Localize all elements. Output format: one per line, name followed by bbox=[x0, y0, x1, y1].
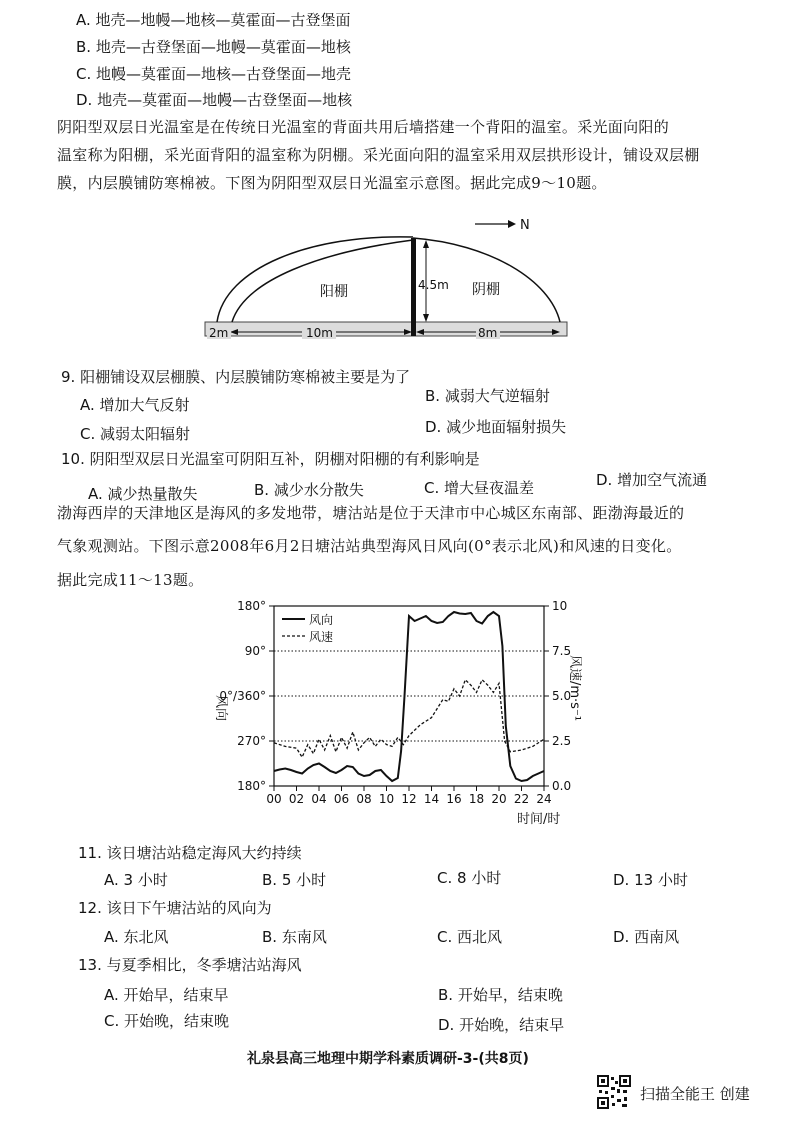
height-arrow-bottom bbox=[423, 314, 429, 322]
q11-option-c: C. 8 小时 bbox=[437, 869, 502, 887]
wind-chart bbox=[195, 595, 585, 835]
left-tick-label: 90° bbox=[244, 644, 266, 658]
x-tick-label: 20 bbox=[491, 792, 507, 806]
x-tick-label: 06 bbox=[333, 792, 350, 806]
yang-inner-arch bbox=[232, 240, 413, 322]
dim-10m: 10m bbox=[306, 326, 333, 340]
yang-label: 阳棚 bbox=[320, 284, 348, 300]
q12-option-d: D. 西南风 bbox=[613, 928, 680, 946]
x-tick-label: 04 bbox=[311, 792, 327, 806]
greenhouse-diagram bbox=[200, 210, 580, 352]
q11-option-a: A. 3 小时 bbox=[104, 871, 168, 889]
height-arrow-top bbox=[423, 240, 429, 248]
q11-option-b: B. 5 小时 bbox=[262, 871, 327, 889]
q13-stem: 13. 与夏季相比，冬季塘沽站海风 bbox=[78, 956, 302, 974]
x-tick-label: 24 bbox=[536, 792, 552, 806]
left-tick-label: 0°/360° bbox=[219, 689, 266, 703]
right-tick-label: 2.5 bbox=[552, 734, 572, 748]
dim-8m: 8m bbox=[478, 326, 498, 340]
back-wall bbox=[411, 238, 416, 336]
passage2-line2: 气象观测站。下图示意2008年6月2日塘沽站典型海风日风向(0°表示北风)和风速的日变化。 bbox=[57, 537, 682, 555]
q12-stem: 12. 该日下午塘沽站的风向为 bbox=[78, 899, 272, 917]
right-tick-label: 10 bbox=[552, 599, 568, 613]
q10-option-a: A. 减少热量散失 bbox=[88, 485, 198, 503]
x-tick-label: 10 bbox=[378, 792, 395, 806]
q10-option-b: B. 减少水分散失 bbox=[254, 481, 364, 499]
x-tick-label: 12 bbox=[401, 792, 417, 806]
yin-label: 阴棚 bbox=[472, 282, 500, 298]
x-tick-label: 16 bbox=[446, 792, 462, 806]
left-tick-label: 270° bbox=[237, 734, 266, 748]
passage2-line3: 据此完成11～13题。 bbox=[57, 571, 204, 589]
scanner-watermark: 扫描全能王 创建 bbox=[640, 1085, 750, 1103]
q13-option-d: D. 开始晚，结束早 bbox=[438, 1016, 565, 1034]
q10-option-d: D. 增加空气流通 bbox=[596, 471, 708, 489]
q12-option-b: B. 东南风 bbox=[262, 928, 327, 946]
q9-option-d: D. 减少地面辐射损失 bbox=[425, 418, 567, 436]
north-label: N bbox=[520, 218, 530, 233]
q9-option-b: B. 减弱大气逆辐射 bbox=[425, 387, 550, 405]
legend-direction: 风向 bbox=[309, 613, 334, 627]
q13-option-b: B. 开始早，结束晚 bbox=[438, 986, 563, 1004]
legend-speed: 风速 bbox=[309, 630, 334, 644]
legend bbox=[277, 609, 345, 645]
x-tick-label: 08 bbox=[356, 792, 372, 806]
right-tick-label: 0.0 bbox=[552, 779, 572, 793]
dim-2m: 2m bbox=[209, 326, 229, 340]
q9-option-a: A. 增加大气反射 bbox=[80, 396, 190, 414]
x-axis-label: 时间/时 bbox=[517, 812, 561, 827]
x-tick-label: 00 bbox=[266, 792, 282, 806]
option-c: C. 地幔—莫霍面—地核—古登堡面—地壳 bbox=[76, 65, 352, 83]
ground bbox=[205, 322, 567, 336]
north-arrow-head bbox=[508, 220, 516, 228]
y-axis-label-left: 风向 bbox=[213, 695, 228, 722]
qr-code-icon bbox=[597, 1075, 631, 1109]
q11-option-d: D. 13 小时 bbox=[613, 871, 688, 889]
left-tick-label: 180° bbox=[237, 779, 266, 793]
right-tick-label: 7.5 bbox=[552, 644, 572, 658]
q9-stem: 9. 阳棚铺设双层棚膜、内层膜铺防寒棉被主要是为了 bbox=[61, 368, 411, 386]
option-a: A. 地壳—地幔—地核—莫霍面—古登堡面 bbox=[76, 11, 351, 29]
page-footer: 礼泉县高三地理中期学科素质调研-3-(共8页) bbox=[247, 1051, 529, 1067]
q13-option-a: A. 开始早，结束早 bbox=[104, 986, 229, 1004]
x-tick-label: 14 bbox=[423, 792, 440, 806]
passage2-line1: 渤海西岸的天津地区是海风的多发地带，塘沽站是位于天津市中心城区东南部、距渤海最近的 bbox=[57, 504, 685, 522]
yang-outer-arch bbox=[217, 237, 413, 322]
x-tick-label: 18 bbox=[468, 792, 485, 806]
q11-stem: 11. 该日塘沽站稳定海风大约持续 bbox=[78, 844, 302, 862]
q10-stem: 10. 阴阳型双层日光温室可阴阳互补，阴棚对阳棚的有利影响是 bbox=[61, 450, 480, 468]
passage1-line3: 膜，内层膜铺防寒棉被。下图为阴阳型双层日光温室示意图。据此完成9～10题。 bbox=[57, 174, 607, 192]
q9-option-c: C. 减弱太阳辐射 bbox=[80, 425, 191, 443]
y-axis-label-right: 风速/m·s⁻¹ bbox=[567, 655, 582, 722]
option-d: D. 地壳—莫霍面—地幔—古登堡面—地核 bbox=[76, 91, 353, 109]
x-tick-label: 02 bbox=[288, 792, 305, 806]
passage1-line1: 阴阳型双层日光温室是在传统日光温室的背面共用后墙搭建一个背阳的温室。采光面向阳的 bbox=[57, 118, 670, 136]
q10-option-c: C. 增大昼夜温差 bbox=[424, 479, 535, 497]
height-label: 4.5m bbox=[418, 278, 449, 292]
left-tick-label: 180° bbox=[237, 599, 266, 613]
x-tick-label: 22 bbox=[513, 792, 530, 806]
q12-option-a: A. 东北风 bbox=[104, 928, 169, 946]
right-tick-label: 5.0 bbox=[552, 689, 572, 703]
passage1-line2: 温室称为阳棚，采光面背阳的温室称为阴棚。采光面向阳的温室采用双层拱形设计，铺设双层棚 bbox=[57, 146, 700, 164]
q13-option-c: C. 开始晚，结束晚 bbox=[104, 1012, 230, 1030]
option-b: B. 地壳—古登堡面—地幔—莫霍面—地核 bbox=[76, 38, 351, 56]
q12-option-c: C. 西北风 bbox=[437, 928, 503, 946]
